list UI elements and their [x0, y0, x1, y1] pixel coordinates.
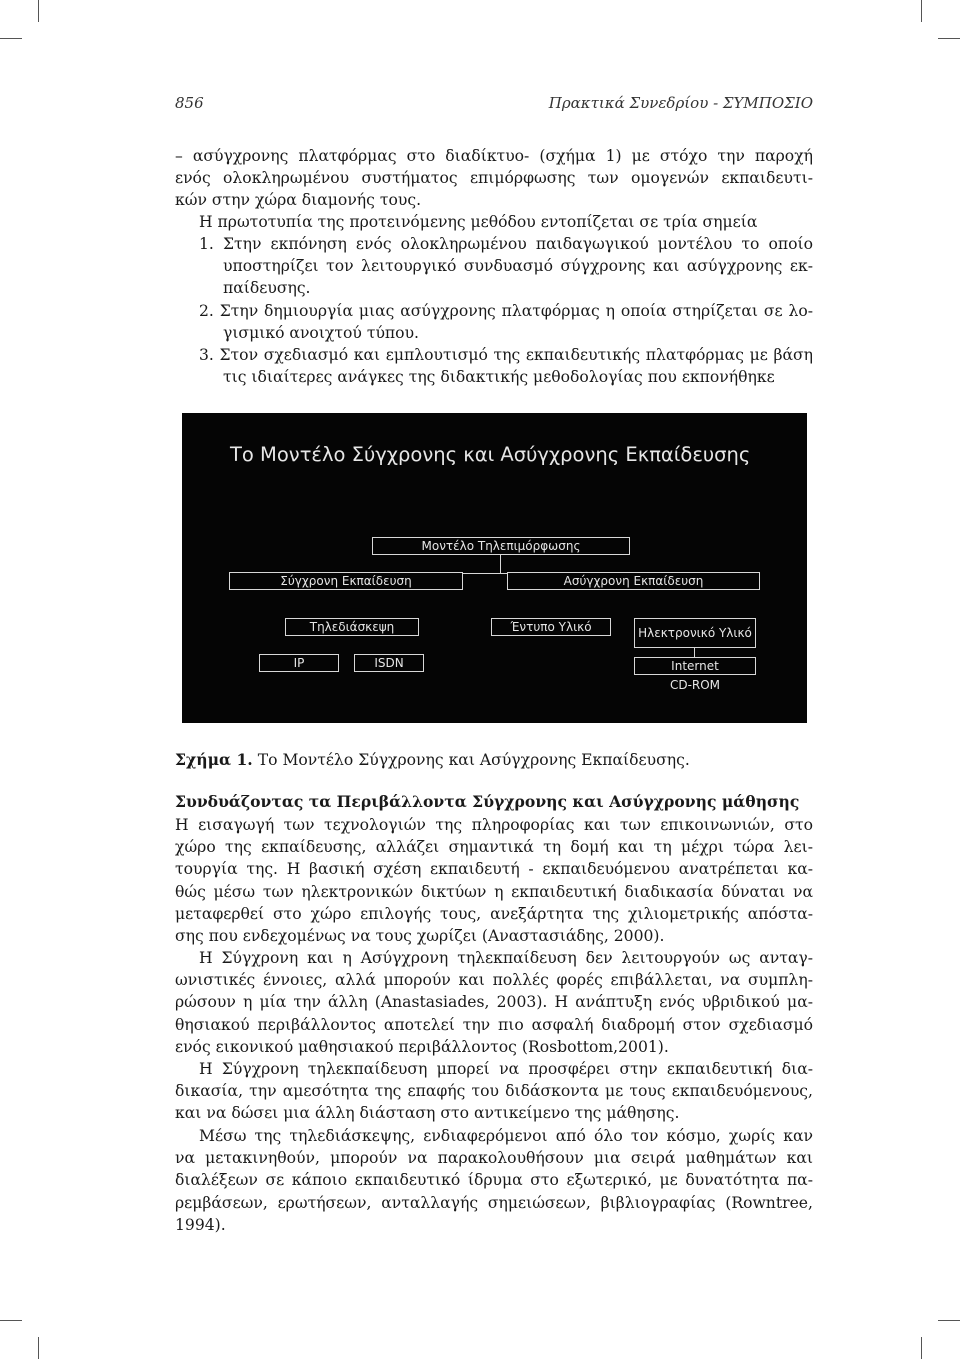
paragraph-1	[175, 814, 813, 947]
paragraph-3	[175, 1058, 813, 1125]
text-line: και να δώσει μια άλλη διάσταση στο αντικείμενο της μάθησης.	[175, 1104, 680, 1123]
text-line: παίδευσης.	[223, 279, 311, 298]
text-line: να μετακινηθούν, μπορούν να παρακολουθήσουν μια σειρά μαθημάτων και	[175, 1149, 813, 1168]
node-ip: IP	[259, 654, 339, 672]
text-line: τουργία της. Η βασική σχέση εκπαιδευτή - εκπαιδευόμενου ανατρέπεται κα-	[175, 860, 813, 879]
text-line: ρώσουν η μία την άλλη (Anastasiades, 2003). Η ανάπτυξη ενός υβριδικού μα-	[175, 993, 813, 1012]
text-line: Η Σύγχρονη και η Ασύγχρονη τηλεκπαίδευση δεν λειτουργούν ως ανταγ-	[199, 949, 813, 967]
node-asynchronous-education: Ασύγχρονη Εκπαίδευση	[507, 572, 760, 590]
text-line: χώρο της εκπαίδευσης, αλλάζει σημαντικά τη δομή και τη μέχρι τώρα λει-	[175, 838, 813, 857]
figure-model-diagram	[182, 413, 807, 723]
page-number: 856	[175, 94, 204, 112]
text-line: 3. Στον σχεδιασμό και εμπλουτισμό της εκπαιδευτικής πλατφόρμας με βάση	[199, 346, 813, 365]
caption-text: Το Μοντέλο Σύγχρονης και Ασύγχρονης Εκπαίδευσης.	[252, 751, 690, 769]
running-title: Πρακτικά Συνεδρίου - ΣΥΜΠΟΣΙΟ	[548, 94, 813, 112]
crop-mark	[38, 0, 39, 22]
figure-caption	[175, 750, 690, 769]
connector	[500, 554, 501, 574]
node-electronic-material: Ηλεκτρονικό Υλικό	[634, 618, 756, 648]
paragraph-4	[175, 1125, 813, 1236]
numbered-point-1	[175, 233, 813, 300]
intro-paragraph	[175, 145, 813, 212]
text-line: Μέσω της τηλεδιάσκεψης, ενδιαφερόμενοι από όλο τον κόσμο, χωρίς καν	[199, 1127, 813, 1145]
crop-mark	[938, 38, 960, 39]
text-line: υποστηρίζει τον λειτουργικό συνδυασμό σύγχρονης και ασύγχρονης εκ-	[223, 257, 813, 276]
text-line: ρεμβάσεων, ερωτήσεων, ανταλλαγής σημειώσεων, βιβλιογραφίας (Rowntree,	[175, 1193, 813, 1212]
text-line: θησιακού περιβάλλοντος αποτελεί την πιο ασφαλή διαδρομή στον σχεδιασμό	[175, 1015, 813, 1034]
text-line: διαλέξεων σε κάποιο εκπαιδευτικό ίδρυμα στο εξωτερικό, με δυνατότητα πα-	[175, 1171, 813, 1190]
node-internet: Internet	[634, 657, 756, 675]
text-line: Η εισαγωγή των τεχνολογιών της πληροφορίας και των επικοινωνιών, στο	[175, 816, 813, 834]
text-line: 1. Στην εκπόνηση ενός ολοκληρωμένου παιδαγωγικού μοντέλου το οποίο	[199, 235, 813, 253]
page-header	[175, 94, 813, 116]
paragraph-2	[175, 947, 813, 1058]
text-line: ωνιστικές έννοιες, αλλά μπορούν και πολλές φορές επιβάλλεται, να συμπλη-	[175, 971, 813, 990]
text-line: ενός εικονικού μαθησιακού περιβάλλοντος (Rosbottom,2001).	[175, 1037, 669, 1056]
figure-title: Το Μοντέλο Σύγχρονης και Ασύγχρονης Εκπαίδευσης	[230, 443, 751, 466]
text-line: θώς μέσω των ηλεκτρονικών δικτύων η εκπαιδευτική διαδικασία δύναται να	[175, 882, 813, 901]
text-line: μεταφερθεί στο χώρο επιλογής τους, ανεξάρτητα της χιλιομετρικής απόστα-	[175, 904, 813, 923]
node-teletraining-model: Μοντέλο Τηλεπιμόρφωσης	[372, 537, 630, 555]
text-line: σης που ενδεχομένως να τους χωρίζει (Αναστασιάδης, 2000).	[175, 927, 665, 946]
section-heading: Συνδυάζοντας τα Περιβάλλοντα Σύγχρονης και Ασύγχρονης μάθησης	[175, 792, 800, 811]
text-line: ενός ολοκληρωμένου συστήματος επιμόρφωσης των ομογενών εκπαιδευτι-	[175, 169, 813, 188]
numbered-point-2	[175, 300, 813, 344]
text-line: 2. Στην δημιουργία μιας ασύγχρονης πλατφόρμας η οποία στηρίζεται σε λο-	[199, 301, 813, 320]
crop-mark	[0, 38, 22, 39]
text-line: τις ιδιαίτερες ανάγκες της διδακτικής μεθοδολογίας που εκπονήθηκε	[223, 368, 775, 387]
crop-mark	[0, 1320, 22, 1321]
text-line: δικασία, την αμεσότητα της επαφής του διδάσκοντα με τους εκπαιδευόμενους,	[175, 1082, 813, 1101]
crop-mark	[938, 1320, 960, 1321]
crop-mark	[38, 1337, 39, 1359]
text-line: κών στην χώρα διαμονής τους.	[175, 191, 422, 210]
innovation-intro	[175, 211, 813, 233]
text-line: γισμικό ανοιχτού τύπου.	[223, 323, 420, 342]
text-line: – ασύγχρονης πλατφόρμας στο διαδίκτυο- (σχήμα 1) με στόχο την παροχή	[175, 147, 813, 165]
node-printed-material: Έντυπο Υλικό	[491, 618, 611, 636]
caption-label: Σχήμα 1.	[175, 750, 253, 769]
node-cdrom: CD-ROM	[669, 678, 721, 692]
numbered-point-3	[175, 344, 813, 388]
numbered-points	[175, 233, 813, 388]
node-isdn: ISDN	[354, 654, 424, 672]
text-line: Η Σύγχρονη τηλεκπαίδευση μπορεί να προσφέρει στην εκπαιδευτική δια-	[199, 1060, 813, 1078]
crop-mark	[921, 1337, 922, 1359]
node-teleconference: Τηλεδιάσκεψη	[285, 618, 419, 636]
node-synchronous-education: Σύγχρονη Εκπαίδευση	[229, 572, 463, 590]
crop-mark	[921, 0, 922, 22]
text-line: 1994).	[175, 1215, 226, 1234]
text-line: Η πρωτοτυπία της προτεινόμενης μεθόδου εντοπίζεται σε τρία σημεία	[199, 213, 758, 231]
